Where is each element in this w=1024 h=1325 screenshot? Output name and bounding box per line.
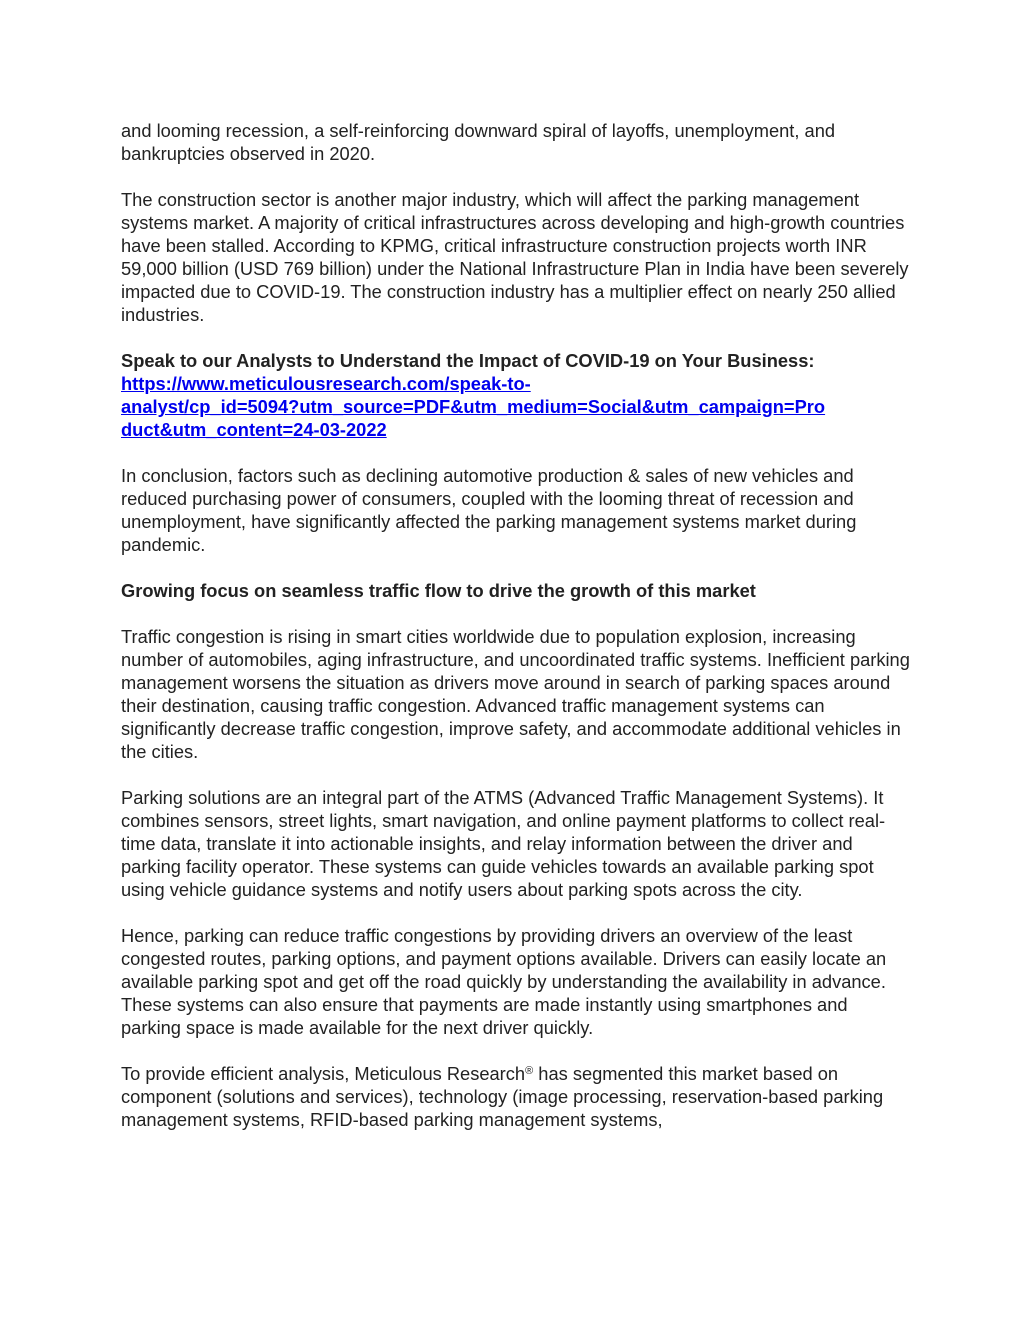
speak-to-analyst-link[interactable] xyxy=(121,373,825,440)
document-page xyxy=(121,119,911,1154)
segmentation-text-end: has segmented this market based on component (solutions and services), technology (image processing, reservation-based parking management systems, RFID-based parking management systems, xyxy=(121,1063,884,1130)
analyst-cta xyxy=(121,349,911,441)
section-heading: Growing focus on seamless traffic flow to drive the growth of this market xyxy=(121,580,756,601)
cta-lead: Speak to our Analysts to Understand the Impact of COVID-19 on Your Business: xyxy=(121,350,815,371)
paragraph-construction: The construction sector is another major industry, which will affect the parking management systems market. A majority of critical infrastructures across developing and high-growth countries have been stalled. According to KPMG, critical infrastructure construction projects worth INR 59,000 billion (USD 769 billion) under the National Infrastructure Plan in India have been severely impacted due to COVID-19. The construction industry has a multiplier effect on nearly 250 allied industries. xyxy=(121,189,909,325)
segmentation-text-start: To provide efficient analysis, Meticulous Research xyxy=(121,1063,526,1084)
paragraph-traffic-congestion: Traffic congestion is rising in smart cities worldwide due to population explosion, increasing number of automobiles, aging infrastructure, and uncoordinated traffic systems. Inefficient parking management worsens the situation as drivers move around in search of parking spaces around their destination, causing traffic congestion. Advanced traffic management systems can significantly decrease traffic congestion, improve safety, and accommodate additional vehicles in the cities. xyxy=(121,626,910,762)
paragraph-conclusion: In conclusion, factors such as declining automotive production & sales of new vehicles and reduced purchasing power of consumers, coupled with the looming threat of recession and unemployment, have significantly affected the parking management systems market during pandemic. xyxy=(121,465,857,555)
link-line-2: analyst/cp_id=5094?utm_source=PDF&utm_medium=Social&utm_campaign=Pro xyxy=(121,396,826,417)
link-line-3: duct&utm_content=24-03-2022 xyxy=(121,419,387,440)
paragraph-atms: Parking solutions are an integral part of the ATMS (Advanced Traffic Management Systems). It combines sensors, street lights, smart navigation, and online payment platforms to collect real-time data, translate it into actionable insights, and relay information between the driver and parking facility operator. These systems can guide vehicles towards an available parking spot using vehicle guidance systems and notify users about parking spots across the city. xyxy=(121,787,886,900)
paragraph-recession: and looming recession, a self-reinforcing downward spiral of layoffs, unemployment, and bankruptcies observed in 2020. xyxy=(121,120,836,164)
link-line-1: https://www.meticulousresearch.com/speak-to- xyxy=(121,373,531,394)
paragraph-hence: Hence, parking can reduce traffic congestions by providing drivers an overview of the least congested routes, parking options, and payment options available. Drivers can easily locate an available parking spot and get off the road quickly by understanding the availability in advance. These systems can also ensure that payments are made instantly using smartphones and parking space is made available for the next driver quickly. xyxy=(121,925,887,1038)
paragraph-segmentation xyxy=(121,1062,911,1131)
registered-mark: ® xyxy=(525,1065,534,1077)
